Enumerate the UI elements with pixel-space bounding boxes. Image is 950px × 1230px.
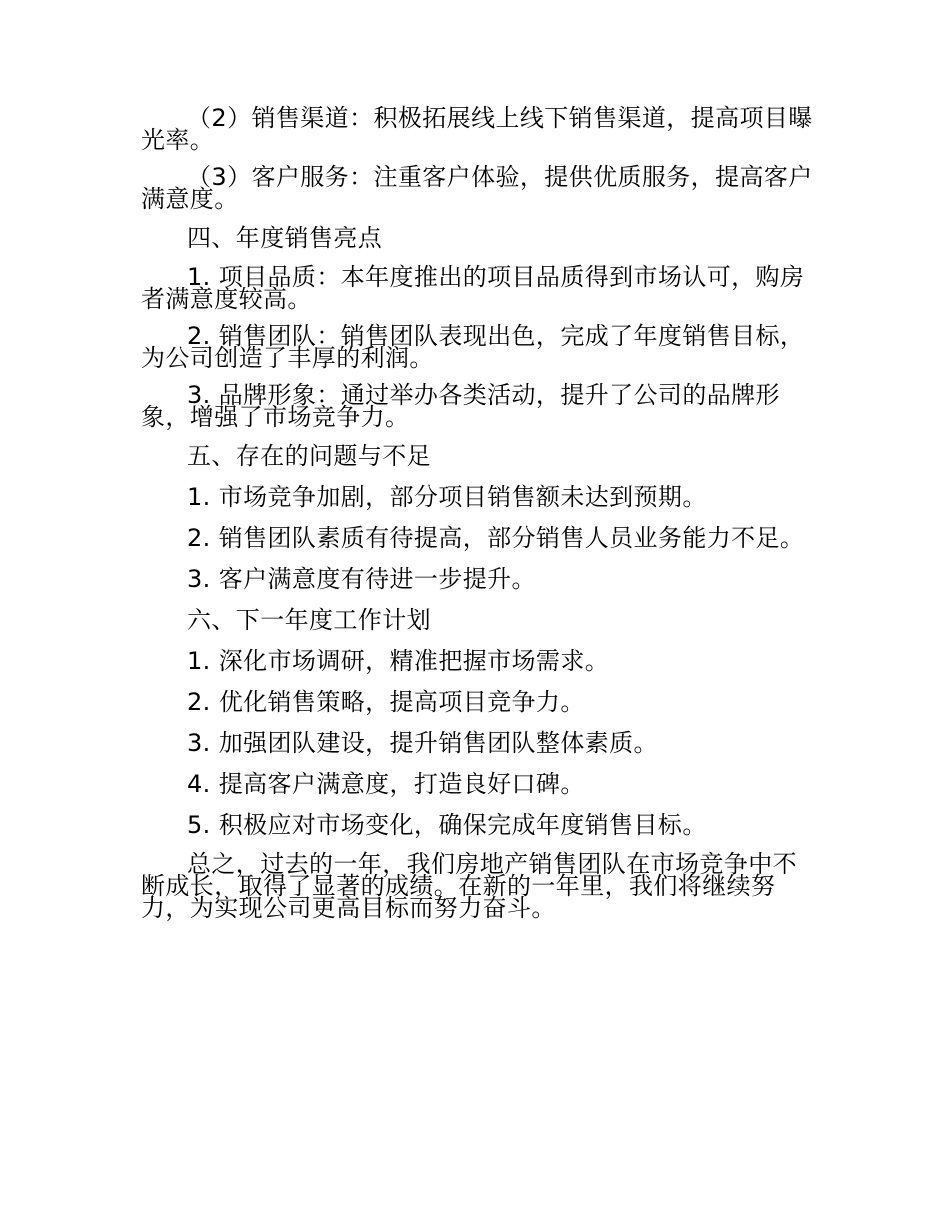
heading-next-year-plan: 六、下一年度工作计划 bbox=[187, 606, 431, 634]
heading-annual-highlights: 四、年度销售亮点 bbox=[187, 224, 383, 252]
paragraph-problem-3: 3. 客户满意度有待进一步提升。 bbox=[187, 565, 536, 593]
paragraph-plan-1: 1. 深化市场调研，精准把握市场需求。 bbox=[187, 647, 610, 675]
paragraph-problem-1: 1. 市场竞争加剧，部分项目销售额未达到预期。 bbox=[187, 483, 707, 511]
paragraph-conclusion: 总之，过去的一年，我们房地产销售团队在市场竞争中不断成长，取得了显著的成绩。在新的一年里，我们将继续努力，为实现公司更高目标而努力奋斗。 bbox=[141, 850, 797, 922]
document-body bbox=[141, 104, 813, 922]
paragraph-problem-2: 2. 销售团队素质有待提高，部分销售人员业务能力不足。 bbox=[187, 524, 805, 552]
paragraph-plan-2: 2. 优化销售策略，提高项目竞争力。 bbox=[187, 688, 585, 716]
paragraph-sales-channels: （2）销售渠道：积极拓展线上线下销售渠道，提高项目曝光率。 bbox=[141, 104, 813, 154]
paragraph-plan-5: 5. 积极应对市场变化，确保完成年度销售目标。 bbox=[187, 811, 707, 839]
paragraph-plan-3: 3. 加强团队建设，提升销售团队整体素质。 bbox=[187, 729, 658, 757]
paragraph-brand-image: 3. 品牌形象：通过举办各类活动，提升了公司的品牌形象，增强了市场竞争力。 bbox=[141, 381, 780, 431]
paragraph-customer-service: （3）客户服务：注重客户体验，提供优质服务，提高客户满意度。 bbox=[141, 163, 813, 213]
paragraph-plan-4: 4. 提高客户满意度，打造良好口碑。 bbox=[187, 770, 585, 798]
heading-problems: 五、存在的问题与不足 bbox=[187, 442, 431, 470]
paragraph-project-quality: 1. 项目品质：本年度推出的项目品质得到市场认可，购房者满意度较高。 bbox=[141, 263, 805, 313]
paragraph-sales-team: 2. 销售团队：销售团队表现出色，完成了年度销售目标，为公司创造了丰厚的利润。 bbox=[141, 322, 805, 372]
